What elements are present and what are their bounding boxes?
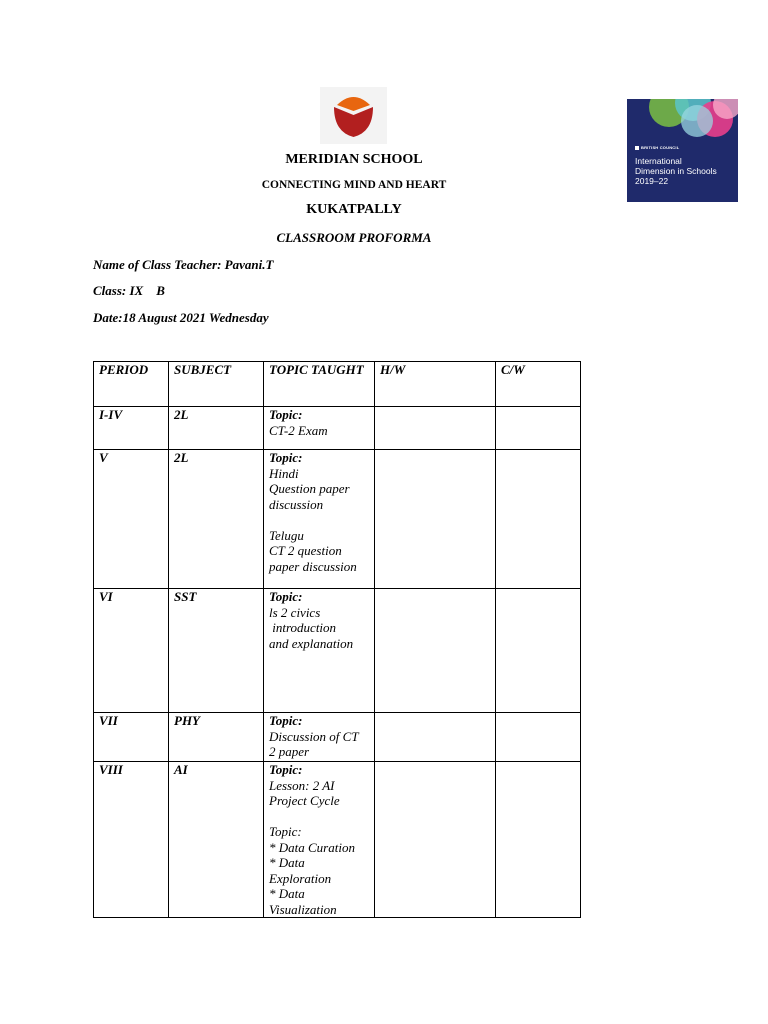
topic-cell	[264, 450, 375, 589]
proforma-table	[93, 361, 581, 918]
cw-cell	[496, 762, 581, 918]
topic-line: ls 2 civics	[269, 604, 321, 620]
header-hw: H/W	[375, 362, 496, 407]
table-header-row	[94, 362, 581, 407]
form-title: CLASSROOM PROFORMA	[276, 230, 432, 245]
topic-line: Hindi	[269, 465, 299, 481]
school-name: MERIDIAN SCHOOL	[285, 152, 423, 167]
topic-line: introduction	[269, 620, 337, 635]
topic-line	[269, 512, 369, 528]
header-period: PERIOD	[94, 362, 169, 407]
topic-line: Project Cycle	[269, 793, 340, 808]
topic-line: discussion	[269, 496, 324, 512]
table-row	[94, 407, 581, 450]
topic-cell	[264, 762, 375, 918]
header-subject: SUBJECT	[169, 362, 264, 407]
bc-org-label: BRITISH COUNCIL	[641, 145, 680, 150]
subject-cell: SST	[169, 589, 264, 713]
hw-cell	[375, 713, 496, 762]
topic-line: Visualization	[269, 901, 337, 917]
cw-cell	[496, 450, 581, 589]
topic-cell	[264, 713, 375, 762]
school-tagline: CONNECTING MIND AND HEART	[261, 179, 447, 191]
hw-cell	[375, 407, 496, 450]
bc-line: International	[635, 156, 682, 166]
topic-line: 2 paper	[269, 744, 310, 759]
topic-line: Lesson: 2 AI	[269, 777, 335, 793]
cw-cell	[496, 713, 581, 762]
topic-label: Topic:	[269, 407, 303, 422]
topic-label: Topic:	[269, 762, 303, 777]
topic-label: Topic:	[269, 589, 303, 604]
class-teacher: Name of Class Teacher: Pavani.T	[93, 257, 274, 272]
period-cell: V	[94, 450, 169, 589]
school-branch: KUKATPALLY	[306, 202, 402, 217]
period-cell: VII	[94, 713, 169, 762]
topic-cell	[264, 589, 375, 713]
period-cell: I-IV	[94, 407, 169, 450]
hw-cell	[375, 762, 496, 918]
period-cell: VIII	[94, 762, 169, 918]
topic-line	[269, 809, 369, 825]
table-row	[94, 713, 581, 762]
school-logo	[320, 87, 387, 144]
subject-cell: 2L	[169, 450, 264, 589]
subject-cell: AI	[169, 762, 264, 918]
topic-label: Topic:	[269, 450, 303, 465]
table-row	[94, 762, 581, 918]
topic-line: CT-2 Exam	[269, 422, 328, 438]
topic-line: * Data	[269, 855, 305, 870]
topic-cell	[264, 407, 375, 450]
cw-cell	[496, 589, 581, 713]
subject-cell: 2L	[169, 407, 264, 450]
header-topic-taught: TOPIC TAUGHT	[264, 362, 375, 407]
topic-line: CT 2 question	[269, 543, 342, 558]
bc-line: Dimension in Schools	[635, 166, 717, 176]
hw-cell	[375, 589, 496, 713]
topic-line: Topic:	[269, 824, 302, 839]
table-row	[94, 589, 581, 713]
date: Date:18 August 2021 Wednesday	[93, 310, 269, 325]
topic-label: Topic:	[269, 713, 303, 728]
topic-line: and explanation	[269, 635, 354, 651]
cw-cell	[496, 407, 581, 450]
topic-line: * Data Curation	[269, 839, 355, 855]
table-row	[94, 450, 581, 589]
period-cell: VI	[94, 589, 169, 713]
topic-line: Exploration	[269, 870, 332, 886]
header-cw: C/W	[496, 362, 581, 407]
topic-line: Question paper	[269, 481, 350, 496]
topic-line: paper discussion	[269, 558, 357, 574]
topic-line: Discussion of CT	[269, 728, 359, 744]
bc-line: 2019–22	[635, 176, 669, 186]
class-section: Class: IX B	[93, 283, 165, 298]
subject-cell: PHY	[169, 713, 264, 762]
topic-line: * Data	[269, 886, 305, 901]
topic-line: Telugu	[269, 527, 304, 543]
hw-cell	[375, 450, 496, 589]
